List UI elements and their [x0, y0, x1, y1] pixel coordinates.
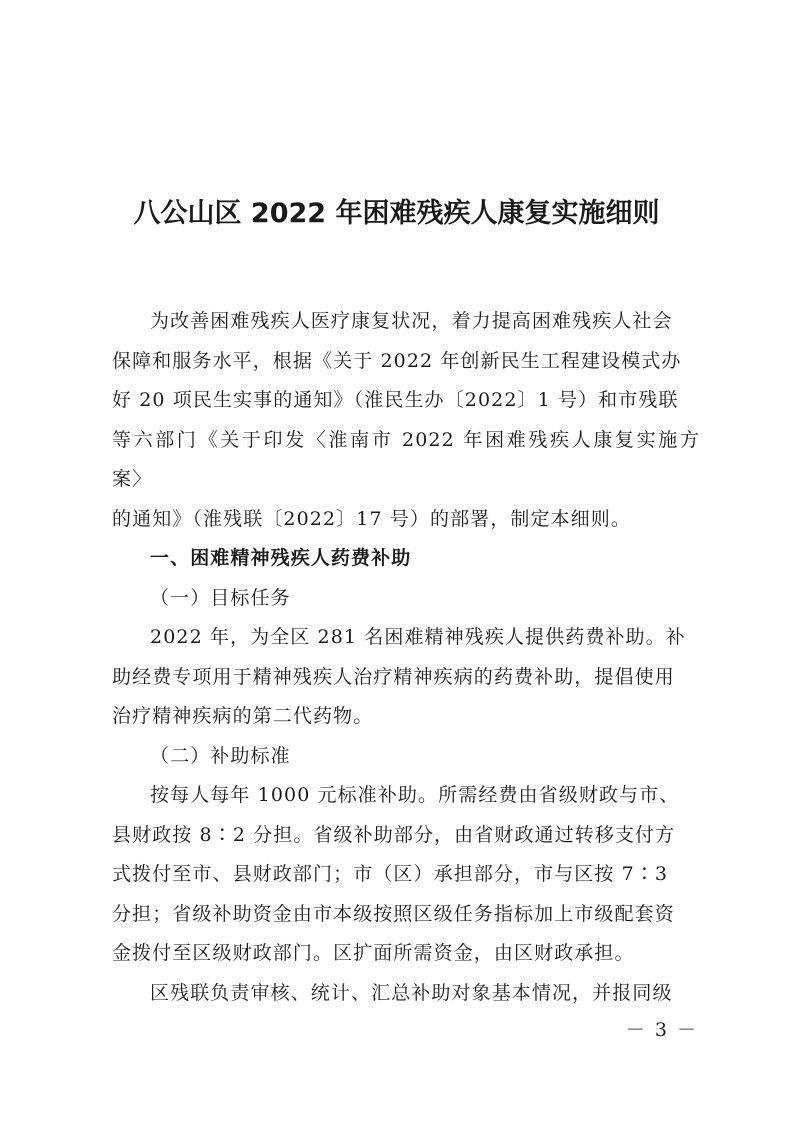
responsibility-paragraph: 区残联负责审核、统计、汇总补助对象基本情况，并报同级 [150, 981, 673, 1004]
subsection-heading: （二）补助标准 [150, 744, 291, 767]
intro-paragraph: 为改善困难残疾人医疗康复状况，着力提高困难残疾人社会 保障和服务水平，根据《关于 2022 年创新民生工程建设模式办 好 20 项民生实事的通知》（淮民生办〔2022〕1 号）和市残联 等六部门《关于印发〈淮南市 2022 年困难残疾人康复实施方案〉 的通知》（淮残联〔2022〕17 号）的部署，制定本细则。 [112, 310, 700, 530]
task-paragraph: 2022 年，为全区 281 名困难精神残疾人提供药费补助。补 助经费专项用于精神残疾人治疗精神疾病的药费补助，提倡使用 治疗精神疾病的第二代药物。 [112, 626, 686, 727]
section-heading: 一、困难精神残疾人药费补助 [150, 547, 412, 569]
standard-paragraph: 按每人每年 1000 元标准补助。所需经费由省级财政与市、 县财政按 8∶2 分担。省级补助部分，由省财政通过转移支付方 式拨付至市、县财政部门；市（区）承担部分，市与区按 7∶3 分担；省级补助资金由市本级按照区级任务指标加上市级配套资 金拨付至区级财政部门。区扩面所需资金，由区财政承担。 [112, 784, 680, 964]
page-number: － 3 － [625, 1019, 698, 1041]
subsection-heading: （一）目标任务 [150, 586, 291, 609]
document-title: 八公山区 2022 年困难残疾人康复实施细则 [133, 198, 660, 229]
document-body [112, 302, 700, 1013]
